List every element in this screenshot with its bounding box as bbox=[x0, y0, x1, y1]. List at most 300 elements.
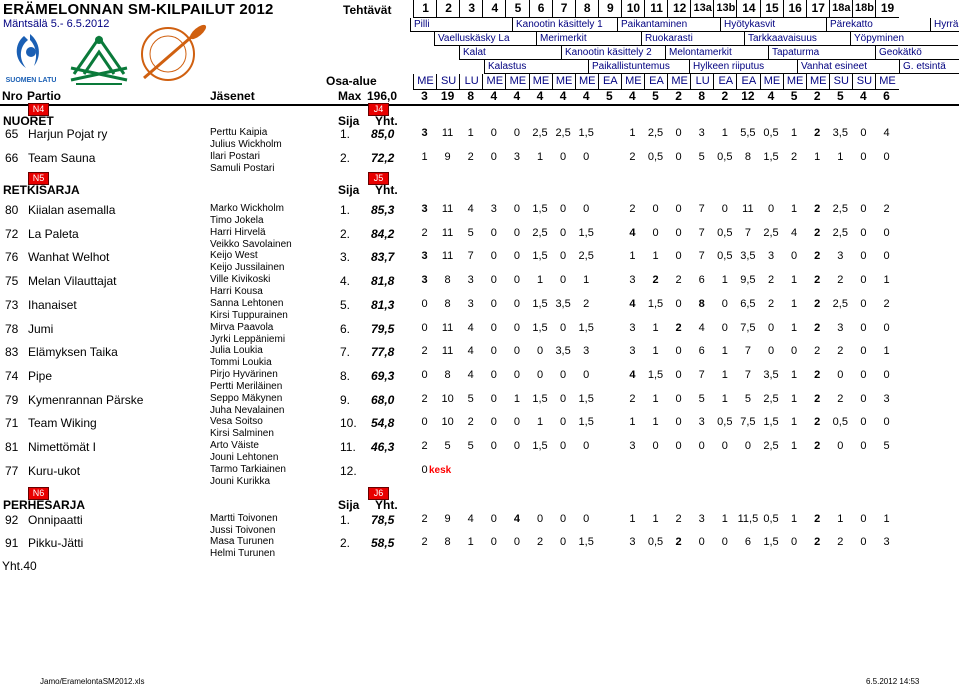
team-number: 92 bbox=[5, 513, 19, 527]
score-cell: 0 bbox=[675, 150, 682, 163]
task-name: Ruokarasti bbox=[641, 32, 744, 46]
area-code: ME bbox=[875, 74, 899, 90]
score-cell: 0 bbox=[583, 203, 590, 215]
score-cell: 1 bbox=[791, 368, 798, 381]
member-1: Pirjo Hyvärinen bbox=[210, 368, 278, 380]
score-cell: 0 bbox=[675, 226, 682, 239]
total-points: 78,5 bbox=[371, 513, 395, 527]
score-cell: 10 bbox=[441, 416, 454, 429]
score-cell: 0 bbox=[675, 203, 682, 215]
team-number: 73 bbox=[5, 297, 19, 312]
member-2: Jouni Kurikka bbox=[210, 475, 271, 487]
score-cell: 2 bbox=[791, 150, 798, 163]
rank: 3. bbox=[340, 250, 351, 265]
score-cell: 0 bbox=[767, 321, 775, 334]
paddle-seal-logo bbox=[138, 20, 210, 82]
score-cell: 2 bbox=[675, 274, 682, 287]
team-number: 80 bbox=[5, 203, 19, 217]
score-cell: 2 bbox=[421, 226, 428, 239]
score-cell: 0 bbox=[583, 368, 590, 381]
task-number: 6 bbox=[529, 0, 553, 18]
score-cell: 0 bbox=[721, 297, 728, 310]
score-cell: 1 bbox=[837, 513, 844, 525]
score-cell: 3 bbox=[467, 297, 474, 310]
score-cell: 8 bbox=[744, 150, 751, 163]
footer-date: 6.5.2012 14:53 bbox=[866, 677, 920, 686]
max-points: 4 bbox=[629, 89, 636, 103]
member-1: Vesa Soitso bbox=[210, 416, 263, 428]
score-cell: 8 bbox=[444, 536, 451, 548]
task-number: 13a bbox=[690, 0, 714, 18]
score-cell: 0 bbox=[560, 416, 567, 429]
area-code: ME bbox=[783, 74, 807, 90]
rank: 2. bbox=[340, 150, 351, 165]
score-cell: 1,5 bbox=[532, 203, 548, 215]
score-cell: 2 bbox=[421, 536, 428, 548]
score-cell: 2 bbox=[814, 392, 821, 405]
score-cell: 0 bbox=[721, 536, 728, 548]
score-cell: 1,5 bbox=[532, 440, 548, 452]
score-cell: 0 bbox=[490, 392, 497, 405]
score-cell: 0 bbox=[560, 274, 567, 287]
score-cell: 8 bbox=[444, 368, 451, 381]
score-cell: 0 bbox=[837, 440, 844, 452]
task-number: 18b bbox=[852, 0, 876, 18]
score-cell: 3,5 bbox=[740, 250, 756, 263]
score-cell: 0 bbox=[513, 226, 520, 239]
score-cell: 0 bbox=[860, 345, 867, 358]
team-name: Team Wiking bbox=[28, 416, 97, 431]
score-cell: 2,5 bbox=[763, 226, 779, 239]
score-cell: 2 bbox=[467, 416, 474, 429]
score-cell: 2 bbox=[629, 392, 636, 405]
member-2: Harri Kousa bbox=[210, 286, 263, 298]
team-number: 78 bbox=[5, 321, 19, 336]
score-cell: 0 bbox=[560, 513, 567, 525]
score-cell: 0 bbox=[560, 150, 567, 163]
page-title: ERÄMELONNAN SM-KILPAILUT 2012 bbox=[3, 1, 274, 18]
score-cell: 0 bbox=[883, 250, 890, 263]
total-points: 69,3 bbox=[371, 368, 395, 383]
area-code: ME bbox=[575, 74, 599, 90]
score-cell: 0,5 bbox=[832, 416, 848, 429]
score-cell: 7 bbox=[744, 226, 751, 239]
score-cell: 2,5 bbox=[555, 127, 571, 139]
score-cell: 5 bbox=[883, 440, 890, 452]
max-points: 4 bbox=[582, 89, 590, 103]
total-points: 46,3 bbox=[371, 440, 395, 454]
score-cell: 1 bbox=[791, 274, 798, 287]
score-cell: 2 bbox=[767, 297, 775, 310]
member-1: Ville Kivikoski bbox=[210, 274, 271, 286]
footer-file: Jamo/EramelontaSM2012.xls bbox=[40, 677, 145, 686]
score-cell: 3 bbox=[883, 536, 890, 548]
section-badge-b: J6 bbox=[368, 487, 389, 500]
score-cell: 0 bbox=[560, 536, 567, 548]
member-1: Perttu Kaipia bbox=[210, 127, 268, 138]
score-cell: 0 bbox=[860, 513, 867, 525]
score-cell: 0 bbox=[583, 440, 590, 452]
team-name: Jumi bbox=[28, 321, 54, 336]
score-cell: 0 bbox=[744, 440, 751, 452]
score-cell: 0 bbox=[767, 345, 775, 358]
score-cell: 3,5 bbox=[555, 297, 571, 310]
section-badge-b: J5 bbox=[368, 172, 389, 185]
nro-header: Nro bbox=[2, 89, 23, 103]
member-2: Keijo Jussilainen bbox=[210, 262, 285, 274]
score-cell: 1 bbox=[421, 150, 428, 163]
score-cell: 3 bbox=[629, 274, 636, 287]
member-2: Juha Nevalainen bbox=[210, 404, 285, 416]
area-code: ME bbox=[505, 74, 529, 90]
score-cell: 1,5 bbox=[763, 150, 779, 163]
score-cell: 2 bbox=[814, 513, 821, 525]
score-cell: 0 bbox=[490, 345, 497, 358]
total-label: Yht. bbox=[2, 559, 24, 573]
team-number: 71 bbox=[5, 416, 19, 431]
score-cell: 2 bbox=[536, 536, 544, 548]
score-cell: 0 bbox=[513, 321, 520, 334]
score-cell: 1 bbox=[536, 274, 544, 287]
score-cell: 3,5 bbox=[555, 345, 571, 358]
score-cell: 0 bbox=[721, 440, 728, 452]
section-title: PERHESARJA bbox=[3, 498, 86, 512]
area-code: ME bbox=[806, 74, 830, 90]
score-cell: 0 bbox=[490, 150, 497, 163]
event-subtitle: Mäntsälä 5.- 6.5.2012 bbox=[3, 18, 110, 30]
score-cell: 0 bbox=[583, 513, 590, 525]
partio-emblem-logo bbox=[66, 30, 132, 88]
total-points: 81,3 bbox=[371, 297, 395, 312]
task-name: Hyrrä bbox=[930, 18, 959, 32]
team-number: 79 bbox=[5, 392, 19, 407]
score-cell: 1 bbox=[883, 274, 890, 287]
area-code: ME bbox=[621, 74, 645, 90]
score-cell: 1 bbox=[791, 513, 798, 525]
score-cell: 0 bbox=[490, 274, 497, 287]
tasks-label: Tehtävät bbox=[343, 3, 392, 17]
team-name: La Paleta bbox=[28, 226, 79, 241]
score-cell: 0 bbox=[560, 392, 567, 405]
score-cell: 1 bbox=[721, 345, 728, 358]
score-cell: 0,5 bbox=[717, 226, 733, 239]
score-cell: 3 bbox=[490, 203, 497, 215]
member-1: Seppo Mäkynen bbox=[210, 392, 283, 404]
task-number: 19 bbox=[875, 0, 899, 18]
score-cell: 3,5 bbox=[763, 368, 779, 381]
score-cell: 0 bbox=[513, 368, 520, 381]
score-cell: 0 bbox=[883, 150, 890, 163]
score-cell: 0 bbox=[883, 368, 890, 381]
score-cell: 0 bbox=[860, 127, 867, 139]
task-number: 5 bbox=[505, 0, 529, 18]
area-code: ME bbox=[667, 74, 691, 90]
score-cell: 0,5 bbox=[717, 150, 733, 163]
score-cell: 0 bbox=[421, 368, 428, 381]
score-cell: 10 bbox=[441, 392, 454, 405]
score-cell: 0 bbox=[791, 536, 798, 548]
task-number: 17 bbox=[806, 0, 830, 18]
score-cell: 2 bbox=[837, 536, 844, 548]
score-cell: 0 bbox=[675, 368, 682, 381]
task-name: Melontamerkit bbox=[665, 46, 768, 60]
score-cell: 2 bbox=[883, 297, 890, 310]
score-cell: 3 bbox=[698, 127, 705, 139]
rank: 11. bbox=[340, 440, 356, 454]
member-1: Mirva Paavola bbox=[210, 321, 274, 333]
max-points: 5 bbox=[836, 89, 844, 103]
score-cell: 1 bbox=[583, 274, 590, 287]
area-code: EA bbox=[736, 74, 760, 90]
score-cell: 0 bbox=[721, 321, 728, 334]
score-cell: 3 bbox=[467, 274, 474, 287]
score-cell: 1 bbox=[652, 345, 659, 358]
score-cell: 2,5 bbox=[763, 392, 779, 405]
total-points: 84,2 bbox=[371, 226, 395, 241]
area-code: SU bbox=[852, 74, 876, 90]
max-header: Max bbox=[338, 89, 362, 103]
score-cell: 0 bbox=[652, 440, 659, 452]
member-1: Julia Loukia bbox=[210, 345, 263, 357]
section-title: NUORET bbox=[3, 114, 54, 128]
rank: 1. bbox=[340, 513, 351, 527]
score-cell: 0 bbox=[721, 203, 728, 215]
score-cell: 0 bbox=[698, 536, 705, 548]
score-cell: 8 bbox=[444, 297, 451, 310]
score-cell: 0 bbox=[513, 203, 520, 215]
score-cell: 2 bbox=[583, 297, 590, 310]
score-cell: 4 bbox=[698, 321, 705, 334]
score-cell: 2 bbox=[675, 321, 682, 334]
score-cell: 3 bbox=[421, 127, 428, 139]
team-number: 83 bbox=[5, 345, 19, 360]
area-code: ME bbox=[552, 74, 576, 90]
score-cell: 1 bbox=[883, 513, 890, 525]
section-badge-b: J4 bbox=[368, 103, 389, 116]
max-points: 5 bbox=[652, 89, 659, 103]
score-cell: 9 bbox=[444, 150, 451, 163]
team-name: Kuru-ukot bbox=[28, 463, 81, 478]
task-number: 16 bbox=[783, 0, 807, 18]
score-cell: 0 bbox=[490, 368, 497, 381]
score-cell: 4 bbox=[467, 203, 474, 215]
score-cell: 0 bbox=[490, 127, 497, 139]
rank: 10. bbox=[340, 416, 357, 431]
score-cell: 1,5 bbox=[763, 536, 779, 548]
area-code: ME bbox=[413, 74, 437, 90]
member-2: Helmi Turunen bbox=[210, 548, 276, 559]
team-name: Pipe bbox=[28, 368, 53, 383]
score-cell: 9 bbox=[444, 513, 451, 525]
score-cell: 4 bbox=[629, 226, 636, 239]
score-cell: 11 bbox=[441, 127, 454, 139]
score-cell: 0 bbox=[560, 203, 567, 215]
area-code: SU bbox=[436, 74, 460, 90]
score-cell: 0 bbox=[860, 226, 867, 239]
score-cell: 0,5 bbox=[763, 513, 779, 525]
section-title: RETKISARJA bbox=[3, 183, 80, 197]
total-points: 68,0 bbox=[371, 392, 395, 407]
score-cell: 0 bbox=[652, 226, 659, 239]
task-name: G. etsintä bbox=[899, 60, 959, 74]
score-cell: 0 bbox=[860, 150, 867, 163]
area-code: EA bbox=[598, 74, 622, 90]
task-name: Pilli bbox=[410, 18, 512, 32]
score-cell: 0,5 bbox=[717, 416, 733, 429]
max-points: 19 bbox=[440, 89, 455, 103]
score-cell: 3 bbox=[767, 250, 775, 263]
team-number: 66 bbox=[5, 150, 19, 165]
task-name: Yöpyminen bbox=[850, 32, 958, 46]
task-name: Hylkeen riiputus bbox=[689, 60, 797, 74]
max-points: 3 bbox=[421, 89, 428, 103]
area-code: ME bbox=[482, 74, 506, 90]
max-points: 2 bbox=[675, 89, 682, 103]
max-points: 4 bbox=[536, 89, 544, 103]
score-cell: 0 bbox=[490, 321, 497, 334]
score-cell: 1,5 bbox=[647, 297, 664, 310]
total-points: 85,0 bbox=[371, 127, 395, 141]
dnf-note: kesk bbox=[429, 464, 452, 476]
task-number: 14 bbox=[736, 0, 760, 18]
task-name: Hyötykasvit bbox=[720, 18, 826, 32]
section-badge-a: N5 bbox=[28, 172, 49, 185]
score-cell: 0 bbox=[860, 203, 867, 215]
score-cell: 1,5 bbox=[578, 416, 594, 429]
score-cell: 7,5 bbox=[740, 416, 756, 429]
score-cell: 1,5 bbox=[532, 392, 548, 405]
score-cell: 0 bbox=[490, 513, 497, 525]
score-cell: 1,5 bbox=[532, 250, 548, 263]
team-number: 77 bbox=[5, 463, 19, 478]
score-cell: 1 bbox=[513, 392, 520, 405]
team-number: 75 bbox=[5, 274, 19, 289]
score-cell: 0 bbox=[490, 416, 497, 429]
score-cell: 0 bbox=[536, 345, 544, 358]
score-cell: 2,5 bbox=[763, 440, 779, 452]
yht-header: Yht. bbox=[375, 183, 398, 197]
score-cell: 0 bbox=[675, 440, 682, 452]
score-cell: 0 bbox=[490, 250, 497, 263]
task-number: 7 bbox=[552, 0, 576, 18]
score-cell: 1 bbox=[652, 250, 659, 263]
area-code: ME bbox=[529, 74, 553, 90]
score-cell: 0 bbox=[860, 536, 867, 548]
score-cell: 1 bbox=[721, 274, 728, 287]
score-cell: 8 bbox=[698, 297, 705, 310]
task-number: 12 bbox=[667, 0, 691, 18]
team-name: Harjun Pojat ry bbox=[28, 127, 108, 141]
score-cell: 2 bbox=[883, 203, 890, 215]
score-cell: 1 bbox=[721, 127, 728, 139]
member-2: Julius Wickholm bbox=[210, 139, 282, 150]
score-cell: 6 bbox=[698, 345, 705, 358]
score-cell: 0,5 bbox=[717, 250, 733, 263]
score-cell: 0 bbox=[583, 150, 590, 163]
score-cell: 1 bbox=[629, 127, 636, 139]
score-cell: 2,5 bbox=[832, 203, 848, 215]
score-cell: 0 bbox=[860, 274, 867, 287]
score-cell: 1 bbox=[467, 127, 474, 139]
score-cell: 1 bbox=[814, 150, 821, 163]
score-cell: 0 bbox=[560, 321, 567, 334]
score-cell: 1,5 bbox=[578, 392, 594, 405]
score-cell: 0 bbox=[490, 536, 497, 548]
score-cell: 0,5 bbox=[763, 127, 779, 139]
sija-header: Sija bbox=[338, 183, 360, 197]
yht-header: Yht. bbox=[375, 498, 398, 512]
max-total: 196,0 bbox=[367, 89, 398, 103]
total-row bbox=[2, 559, 37, 573]
max-points: 4 bbox=[767, 89, 775, 103]
total-points: 72,2 bbox=[371, 150, 395, 165]
member-1: Marko Wickholm bbox=[210, 203, 284, 214]
score-cell: 1 bbox=[721, 392, 728, 405]
max-points: 2 bbox=[721, 89, 729, 103]
team-number: 81 bbox=[5, 440, 19, 454]
score-cell: 0 bbox=[421, 416, 428, 429]
score-cell: 1 bbox=[467, 536, 474, 548]
score-cell: 4 bbox=[467, 321, 474, 334]
member-2: Kirsi Tuppurainen bbox=[210, 309, 288, 321]
member-2: Jyrki Leppäniemi bbox=[210, 333, 286, 345]
task-number: 13b bbox=[713, 0, 737, 18]
score-cell: 5 bbox=[467, 392, 474, 405]
area-code: EA bbox=[713, 74, 737, 90]
max-points: 5 bbox=[790, 89, 798, 103]
score-cell: 2 bbox=[767, 274, 775, 287]
rank: 2. bbox=[340, 536, 351, 550]
score-cell: 1,5 bbox=[647, 368, 664, 381]
score-cell: 0 bbox=[560, 226, 567, 239]
score-cell: 2,5 bbox=[578, 250, 594, 263]
score-cell: 0 bbox=[490, 297, 497, 310]
score-cell: 4 bbox=[629, 368, 636, 381]
score-cell: 1 bbox=[791, 127, 798, 139]
score-cell: 1,5 bbox=[578, 127, 594, 139]
score-cell: 2 bbox=[675, 513, 682, 525]
task-name: Paikantaminen bbox=[617, 18, 720, 32]
member-2: Samuli Postari bbox=[210, 162, 275, 174]
score-cell: 7,5 bbox=[740, 321, 756, 334]
jasenet-header: Jäsenet bbox=[210, 89, 255, 103]
score-cell: 0 bbox=[860, 368, 867, 381]
score-cell: 2 bbox=[421, 513, 428, 525]
max-points: 8 bbox=[467, 89, 475, 103]
task-name: Kalat bbox=[459, 46, 561, 60]
score-cell: 3 bbox=[421, 274, 428, 287]
section-badge-a: N6 bbox=[28, 487, 49, 500]
score-cell: 11 bbox=[441, 250, 454, 263]
score-cell: 2 bbox=[837, 274, 844, 287]
score-cell: 0 bbox=[513, 127, 520, 139]
member-2: Jussi Toivonen bbox=[210, 525, 276, 536]
score-cell: 0 bbox=[791, 345, 798, 358]
total-value: 40 bbox=[23, 559, 37, 573]
score-cell: 0 bbox=[536, 368, 544, 381]
score-cell: 1 bbox=[652, 392, 659, 405]
member-2: Pertti Meriläinen bbox=[210, 380, 283, 392]
score-cell: 0 bbox=[513, 250, 520, 263]
score-cell: 5 bbox=[744, 392, 751, 405]
score-cell: 1 bbox=[721, 513, 728, 525]
score-cell: 2 bbox=[421, 345, 428, 358]
score-cell: 0 bbox=[560, 440, 567, 452]
score-cell: 3 bbox=[883, 392, 890, 405]
score-cell: 1 bbox=[791, 203, 798, 215]
score-cell: 0 bbox=[860, 321, 867, 334]
rank: 2. bbox=[340, 226, 351, 241]
